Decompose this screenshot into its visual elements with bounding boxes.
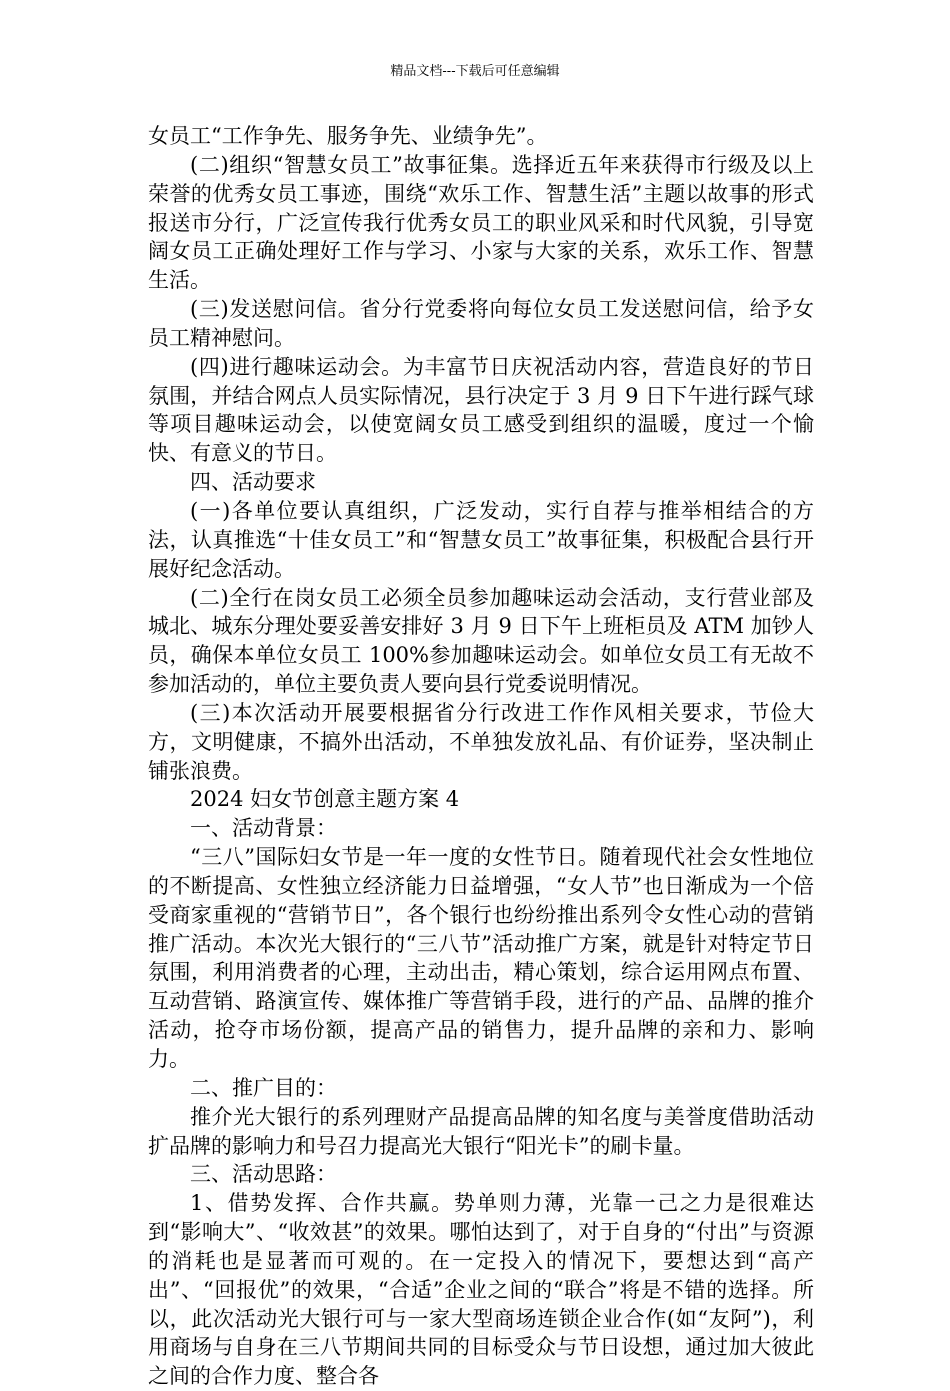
paragraph: (三)发送慰问信。省分行党委将向每位女员工发送慰问信，给予女员工精神慰问。 — [148, 297, 814, 350]
paragraph: (二)组织“智慧女员工”故事征集。选择近五年来获得市行级及以上荣誉的优秀女员工事迹，围绕“欢乐工作、智慧生活”主题以故事的形式报送市分行，广泛宣传我行优秀女员工的职业风采和时代风貌，引导宽阔女员工正确处理好工作与学习、小家与大家的关系，欢乐工作、智慧生活。 — [148, 152, 814, 293]
paragraph: 女员工“工作争先、服务争先、业绩争先”。 — [148, 124, 548, 148]
paragraph: (一)各单位要认真组织，广泛发动，实行自荐与推举相结合的方法，认真推选“十佳女员工”和“智慧女员工”故事征集，积极配合县行开展好纪念活动。 — [148, 498, 814, 581]
document-title: 2024 妇女节创意主题方案 4 — [190, 787, 460, 812]
section-heading: 二、推广目的： — [190, 1075, 337, 1100]
paragraph: 推介光大银行的系列理财产品提高品牌的知名度与美誉度借助活动扩品牌的影响力和号召力提高光大银行“阳光卡”的刷卡量。 — [148, 1104, 814, 1158]
section-heading: 一、活动背景： — [190, 816, 337, 841]
page-header: 精品文档---下载后可任意编辑 — [390, 64, 560, 79]
paragraph: (四)进行趣味运动会。为丰富节日庆祝活动内容，营造良好的节日氛围，并结合网点人员实际情况，县行决定于 3 月 9 日下午进行踩气球等项目趣味运动会，以使宽阔女员工感受到组织的温暖，度过一个愉快、有意义的节日。 — [148, 354, 814, 466]
section-heading: 四、活动要求 — [190, 470, 316, 495]
paragraph: (二)全行在岗女员工必须全员参加趣味运动会活动，支行营业部及城北、城东分理处要妥善安排好 3 月 9 日下午上班柜员及 ATM 加钞人员，确保本单位女员工 100%参加趣味运动会。如单位女员工有无故不参加活动的，单位主要负责人要向县行党委说明情况。 — [148, 585, 814, 697]
paragraph: 1、借势发挥、合作共赢。势单则力薄，光靠一己之力是很难达到“影响大”、“收效甚”的效果。哪怕达到了，对于自身的“付出”与资源的消耗也是显著而可观的。在一定投入的情况下，要想达到“高产出”、“回报优”的效果，“合适”企业之间的“联合”将是不错的选择。所以，此次活动光大银行可与一家大型商场连锁企业合作(如“友阿”)，利用商场与自身在三八节期间共同的目标受众与节日设想，通过加大彼此之间的合作力度、整合各 — [148, 1191, 814, 1389]
document-body — [148, 122, 814, 1391]
section-heading: 三、活动思路： — [190, 1162, 337, 1187]
paragraph: (三)本次活动开展要根据省分行改进工作作风相关要求，节俭大方，文明健康，不搞外出活动，不单独发放礼品、有价证券，坚决制止铺张浪费。 — [148, 700, 814, 783]
paragraph: “三八”国际妇女节是一年一度的女性节日。随着现代社会女性地位的不断提高、女性独立经济能力日益增强，“女人节”也日渐成为一个倍受商家重视的“营销节日”，各个银行也纷纷推出系列令女性心动的营销推广活动。本次光大银行的“三八节”活动推广方案，就是针对特定节日氛围，利用消费者的心理，主动出击，精心策划，综合运用网点布置、互动营销、路演宣传、媒体推广等营销手段，进行的产品、品牌的推介活动，抢夺市场份额，提高产品的销售力，提升品牌的亲和力、影响力。 — [148, 845, 814, 1071]
